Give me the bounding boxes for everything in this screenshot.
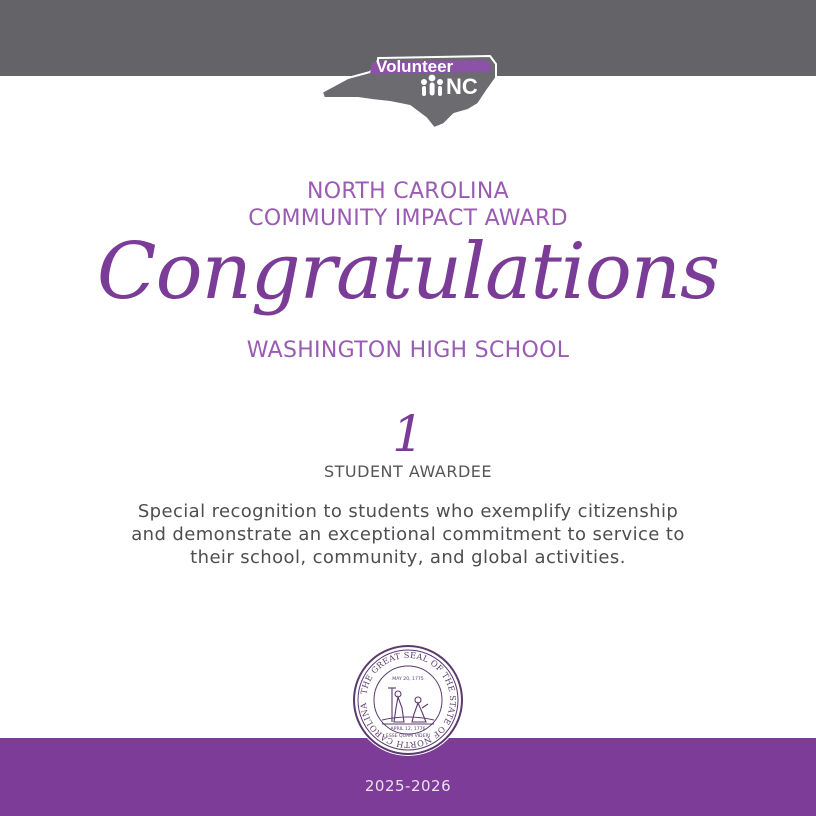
logo-word-nc: NC xyxy=(446,74,478,99)
svg-text:THE GREAT SEAL OF THE STATE OF: THE GREAT SEAL OF THE STATE OF NORTH CAROLINA xyxy=(358,649,459,751)
north-carolina-state-silhouette-icon xyxy=(318,48,502,132)
school-name: WASHINGTON HIGH SCHOOL xyxy=(246,338,570,363)
volunteer-nc-logo xyxy=(318,48,502,132)
great-seal-of-north-carolina-icon xyxy=(352,644,464,756)
svg-text:ESSE QUAM VIDERI: ESSE QUAM VIDERI xyxy=(385,734,431,739)
award-description xyxy=(0,500,816,569)
congratulations-headline: Congratulations xyxy=(96,227,720,317)
awardee-count-label: STUDENT AWARDEE xyxy=(323,462,492,481)
logo-word-volunteer: Volunteer xyxy=(376,57,454,76)
award-year: 2025-2026 xyxy=(364,777,452,795)
description-line: and demonstrate an exceptional commitment to service to xyxy=(131,524,685,545)
svg-text:APRIL 12, 1776: APRIL 12, 1776 xyxy=(390,727,426,732)
award-title-line-2: COMMUNITY IMPACT AWARD xyxy=(248,206,568,231)
awardee-count: 1 xyxy=(392,405,424,463)
description-line: their school, community, and global activities. xyxy=(190,547,626,568)
description-line: Special recognition to students who exemplify citizenship xyxy=(137,501,679,522)
award-title-line-1: NORTH CAROLINA xyxy=(307,179,509,204)
svg-text:MAY 20, 1775: MAY 20, 1775 xyxy=(392,677,424,682)
